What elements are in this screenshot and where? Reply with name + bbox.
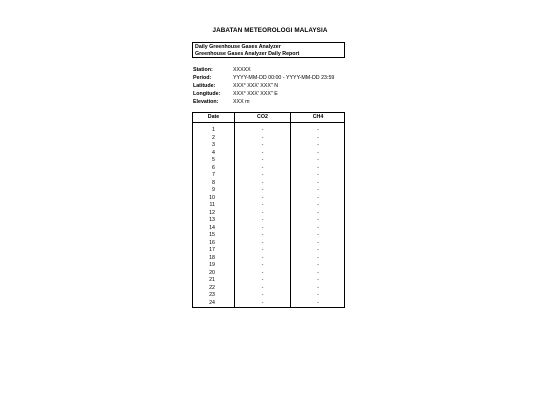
date-cell: 17 [209, 247, 215, 253]
header-divider [193, 122, 344, 123]
table-row [193, 195, 344, 203]
meta-row-longitude [193, 90, 334, 98]
co2-cell: - [261, 217, 264, 223]
ch4-cell: - [317, 202, 319, 208]
ch4-cell: - [317, 299, 319, 306]
table-row [193, 165, 344, 173]
meta-label: Longitude: [193, 91, 221, 97]
co2-cell: - [261, 292, 264, 298]
meta-value: XXX° XXX' XXX" E [233, 91, 278, 97]
co2-cell: - [261, 194, 264, 201]
ch4-cell: - [317, 157, 319, 163]
table-row [193, 270, 344, 278]
meta-value: XXX m [233, 99, 250, 105]
date-cell: 19 [209, 262, 215, 268]
ch4-cell: - [317, 254, 319, 261]
co2-cell: - [261, 269, 264, 276]
meta-row-station [193, 66, 334, 74]
date-cell: 3 [212, 142, 215, 148]
meta-value: XXX° XXX' XXX" N [233, 83, 279, 89]
date-cell: 10 [209, 194, 215, 201]
table-row [193, 157, 344, 165]
table-row [193, 142, 344, 150]
co2-cell: - [261, 247, 264, 253]
table-row [193, 180, 344, 188]
date-cell: 22 [209, 284, 215, 291]
ch4-cell: - [317, 217, 319, 223]
co2-cell: - [261, 164, 264, 171]
date-cell: 15 [209, 232, 215, 238]
date-cell: 14 [209, 224, 215, 231]
ch4-cell: - [317, 142, 319, 148]
report-title-line-1: Daily Greenhouse Gases Analyzer [195, 43, 281, 50]
date-cell: 11 [209, 202, 215, 208]
co2-cell: - [261, 239, 264, 246]
table-row [193, 225, 344, 233]
co2-cell: - [261, 149, 264, 156]
date-cell: 6 [212, 164, 215, 171]
co2-cell: - [261, 134, 264, 141]
report-title-line-2: Greenhouse Gases Analyzer Daily Report [195, 50, 300, 57]
station-metadata [193, 66, 334, 106]
table-row [193, 240, 344, 248]
meta-value: YYYY-MM-DD 00:00 - YYYY-MM-DD 23:59 [233, 75, 335, 81]
ch4-cell: - [317, 127, 319, 133]
table-row [193, 277, 344, 285]
meta-row-elevation [193, 98, 334, 106]
ch4-cell: - [317, 277, 319, 283]
table-row [193, 292, 344, 300]
co2-cell: - [261, 127, 264, 133]
table-row [193, 232, 344, 240]
table-row [193, 300, 344, 308]
table-row [193, 210, 344, 218]
daily-data-table [192, 112, 345, 308]
ch4-cell: - [317, 209, 319, 216]
date-cell: 23 [209, 292, 215, 298]
table-row [193, 150, 344, 158]
table-row [193, 217, 344, 225]
date-cell: 16 [209, 239, 215, 246]
ch4-cell: - [317, 149, 319, 156]
table-body [193, 127, 344, 307]
table-row [193, 135, 344, 143]
date-cell: 8 [212, 179, 215, 186]
meta-row-latitude [193, 82, 334, 90]
ch4-cell: - [317, 224, 319, 231]
co2-cell: - [261, 209, 264, 216]
date-cell: 20 [209, 269, 215, 276]
meta-value: XXXXX [233, 67, 251, 73]
co2-cell: - [261, 224, 264, 231]
date-cell: 1 [212, 127, 215, 133]
table-row [193, 247, 344, 255]
ch4-cell: - [317, 179, 319, 186]
date-cell: 21 [209, 277, 215, 283]
ch4-cell: - [317, 292, 319, 298]
date-cell: 5 [212, 157, 215, 163]
date-cell: 24 [209, 299, 215, 306]
date-cell: 2 [212, 134, 215, 141]
date-cell: 12 [209, 209, 215, 216]
meta-row-period [193, 74, 334, 82]
co2-cell: - [261, 254, 264, 261]
column-header-co2: CO2 [257, 114, 268, 120]
table-row [193, 127, 344, 135]
table-row [193, 202, 344, 210]
date-cell: 7 [212, 172, 215, 178]
co2-cell: - [261, 157, 264, 163]
ch4-cell: - [317, 172, 319, 178]
meta-label: Elevation: [193, 99, 219, 105]
table-row [193, 285, 344, 293]
co2-cell: - [261, 299, 264, 306]
column-header-ch4: CH4 [312, 114, 324, 120]
page-title: JABATAN METEOROLOGI MALAYSIA [212, 27, 328, 34]
ch4-cell: - [317, 134, 319, 141]
table-row [193, 262, 344, 270]
ch4-cell: - [317, 164, 319, 171]
table-row [193, 187, 344, 195]
co2-cell: - [261, 262, 264, 268]
date-cell: 4 [212, 149, 215, 156]
table-row [193, 172, 344, 180]
co2-cell: - [261, 179, 264, 186]
date-cell: 18 [209, 254, 215, 261]
co2-cell: - [261, 284, 264, 291]
ch4-cell: - [317, 194, 319, 201]
co2-cell: - [261, 187, 264, 193]
ch4-cell: - [317, 239, 319, 246]
date-cell: 9 [212, 187, 215, 193]
report-title-box [192, 42, 345, 58]
column-header-date: Date [207, 114, 220, 120]
ch4-cell: - [317, 262, 319, 268]
ch4-cell: - [317, 269, 319, 276]
co2-cell: - [261, 202, 264, 208]
date-cell: 13 [209, 217, 215, 223]
ch4-cell: - [317, 232, 319, 238]
co2-cell: - [261, 232, 264, 238]
meta-label: Station: [193, 67, 213, 73]
meta-label: Period: [193, 75, 212, 81]
co2-cell: - [261, 172, 264, 178]
ch4-cell: - [317, 247, 319, 253]
co2-cell: - [261, 277, 264, 283]
ch4-cell: - [317, 284, 319, 291]
meta-label: Latitude: [193, 83, 216, 89]
co2-cell: - [261, 142, 264, 148]
ch4-cell: - [317, 187, 319, 193]
table-row [193, 255, 344, 263]
